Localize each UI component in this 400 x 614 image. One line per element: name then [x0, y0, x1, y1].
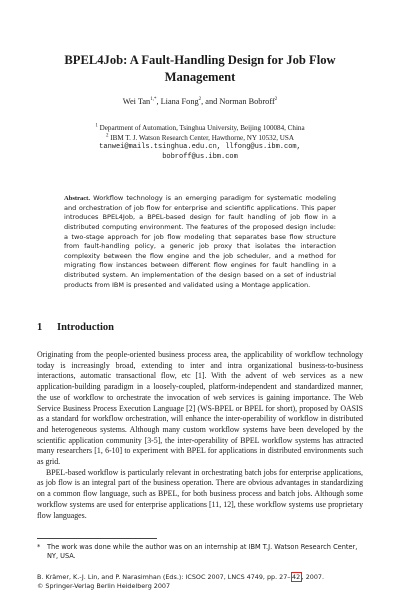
footnote-mark: *: [37, 543, 41, 551]
footnote: [37, 543, 363, 562]
author-mark: 2: [274, 97, 278, 103]
citation-text-end: , 2007.: [301, 573, 325, 581]
affiliations: [30, 124, 370, 162]
affiliation-mark: 2: [106, 133, 109, 139]
section-heading: [37, 322, 363, 333]
footnote-text: The work was done while the author was on an internship at IBM T.J. Watson Research Center, NY, USA.: [47, 543, 358, 561]
body-text: [37, 350, 363, 521]
abstract-label: Abstract.: [64, 195, 90, 202]
title-line-1: BPEL4Job: A Fault-Handling Design for Job Flow: [64, 53, 336, 67]
affiliation-line: [30, 134, 370, 144]
abstract-text: Workflow technology is an emerging paradigm for systematic modeling and orchestration of job flow for enterprise and scientific applications. This paper introduces BPEL4Job, a BPEL-based design for fault handling of job flow in a distributed computing environment. The features of the proposed design include: a two-stage approach for job flow modeling that separates base flow structure from fault-handling policy, a generic job proxy that isolates the interaction complexity between the flow engine and the job scheduler, and a method for migrating flow instances between different flow engines for fault handling in a distributed system. An implementation of the design based on a set of industrial products from IBM is presented and validated using a Montage application.: [64, 194, 336, 289]
author-name: Wei Tan: [122, 97, 151, 106]
affiliation-text: IBM T. J. Watson Research Center, Hawthorne, NY 10532, USA: [110, 133, 294, 142]
section-number: 1: [37, 322, 43, 333]
title-line-2: Management: [164, 70, 236, 84]
affiliation-line: [30, 124, 370, 134]
author-list: [40, 97, 360, 106]
citation-text: B. Krämer, K.-J. Lin, and P. Narasimhan (Eds.): ICSOC 2007, LNCS 4749, pp. 27–: [37, 573, 291, 581]
paragraph: Originating from the people-oriented business process area, the applicability of workflow technology today is increasingly broad, extending to inter and intra organizational business-to-business interactions, automatic transactional flow, etc [1]. With the advent of web services as a new application-building paradigm in a loosely-coupled, platform-independent and standardized manner, the use of workflow to orchestrate the invocation of web services is gaining importance. The Web Service Business Process Execution Language [2] (WS-BPEL or BPEL for short), proposed by OASIS as a standard for workflow orchestration, will enhance the inter-operability of workflow in distributed and heterogeneous systems. Although many custom workflow systems have been developed by the scientific application community [3-5], the inter-operability of BPEL workflow systems has attracted many researchers [1, 6-10] to experiment with BPEL for applications in distributed environments such as grid.: [37, 350, 363, 467]
affiliation-text: Department of Automation, Tsinghua University, Beijing 100084, China: [99, 124, 305, 132]
paper-title: [50, 52, 350, 86]
author-name: Norman Bobroff: [219, 97, 275, 106]
copyright-line: © Springer-Verlag Berlin Heidelberg 2007: [37, 582, 171, 590]
author-mark: 2: [198, 97, 202, 103]
citation-block: [37, 573, 363, 591]
author-separator: , and: [201, 97, 220, 106]
paragraph: BPEL-based workflow is particularly relevant in orchestrating batch jobs for enterprise applications, as job flow is an integral part of the business operation. There are obvious advantages in standardizing on a common flow language, such as BPEL, for both business process and batch jobs. Although some workflow systems are used for enterprise applications [11, 12], these workflow systems use proprietary flow languages.: [37, 467, 363, 520]
section-title: Introduction: [57, 322, 114, 333]
affiliation-mark: 1: [95, 123, 98, 129]
author-name: Liana Fong: [160, 97, 199, 106]
email-line: tanwei@mails.tsinghua.edu.cn, llfong@us.ibm.com,: [99, 143, 301, 152]
author-separator: ,: [156, 97, 161, 106]
citation-line: [37, 573, 363, 582]
footnote-rule: [37, 538, 157, 539]
author-mark: 1,*: [150, 97, 157, 103]
email-line: bobroff@us.ibm.com: [162, 152, 238, 161]
citation-page-highlight: 42: [292, 573, 301, 581]
abstract: [64, 194, 336, 290]
